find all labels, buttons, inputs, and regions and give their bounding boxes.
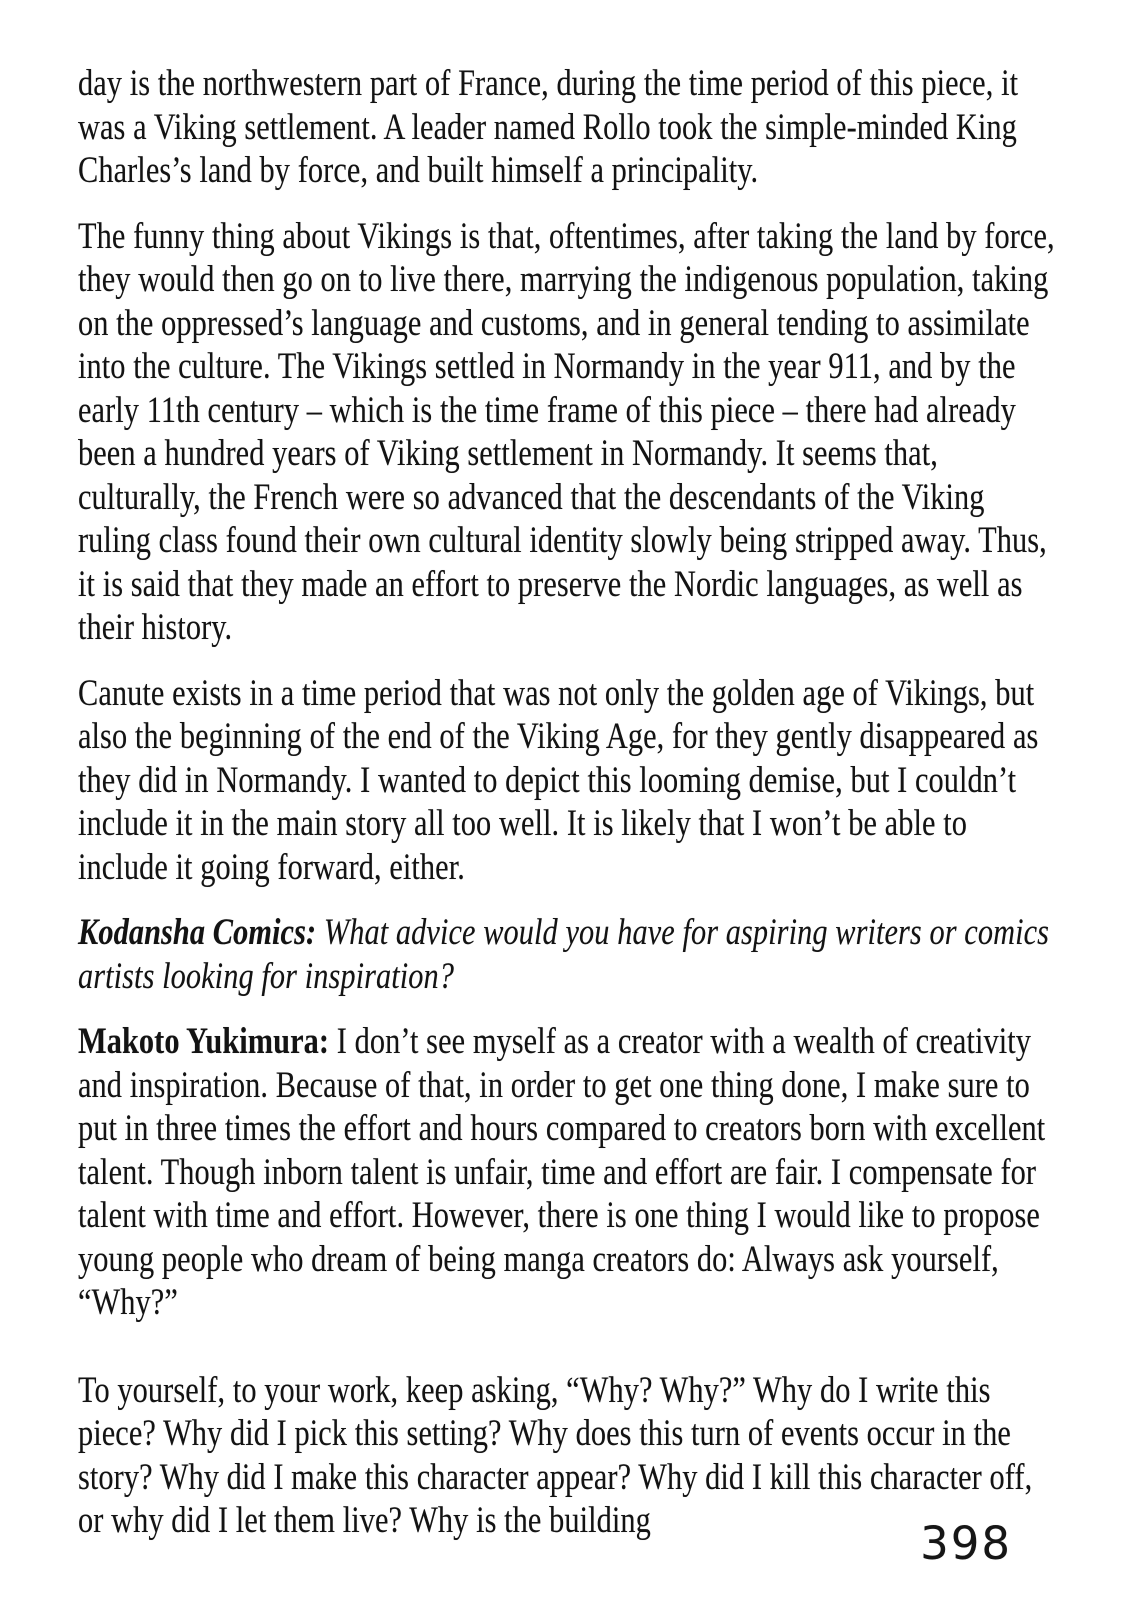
paragraph-to-yourself: To yourself, to your work, keep asking, “Why? Why?” Why do I write this piece? Why did I pick this setting? Why does this turn of events occur in the story? Why did I make this character appear? Why did I kill this character off, or why did I let them live? Why is the building	[78, 1369, 1033, 1541]
question-speaker-label: Kodansha Comics:	[78, 912, 317, 953]
answer-text: I don’t see myself as a creator with a wealth of creativity and inspiration. Because of that, in order to get one thing done, I make sure to put in three times the effort and hours compared to creators born with excellent talent. Though inborn talent is unfair, time and effort are fair. I compensate for talent with time and effort. However, there is one thing I would like to propose young people who dream of being manga creators do: Always ask yourself, “Why?”	[78, 1021, 1046, 1323]
interview-question	[78, 911, 1059, 998]
answer-speaker-label: Makoto Yukimura:	[78, 1021, 330, 1062]
page-number: 398	[920, 1517, 1012, 1570]
paragraph-canute: Canute exists in a time period that was not only the golden age of Vikings, but also the beginning of the end of the Viking Age, for they gently disappeared as they did in Normandy. I wanted to depict this looming demise, but I couldn’t include it in the main story all too well. It is likely that I won’t be able to include it going forward, either.	[78, 672, 1039, 888]
paragraph-continuation: day is the northwestern part of France, during the time period of this piece, it was a Viking settlement. A leader named Rollo took the simple-minded King Charles’s land by force, and built himself a principality.	[78, 63, 1019, 191]
page-text-column	[78, 62, 1059, 1565]
interview-answer	[78, 1020, 1059, 1325]
question-text: What advice would you have for aspiring writers or comics artists looking for inspiration?	[78, 912, 1050, 997]
paragraph-vikings-normandy: The funny thing about Vikings is that, oftentimes, after taking the land by force, they would then go on to live there, marrying the indigenous population, taking on the oppressed’s language and customs, and in general tending to assimilate into the culture. The Vikings settled in Normandy in the year 911, and by the early 11th century – which is the time frame of this piece – there had already been a hundred years of Viking settlement in Normandy. It seems that, culturally, the French were so advanced that the descendants of the Viking ruling class found their own cultural identity slowly being stripped away. Thus, it is said that they made an effort to preserve the Nordic languages, as well as their history.	[78, 215, 1055, 648]
